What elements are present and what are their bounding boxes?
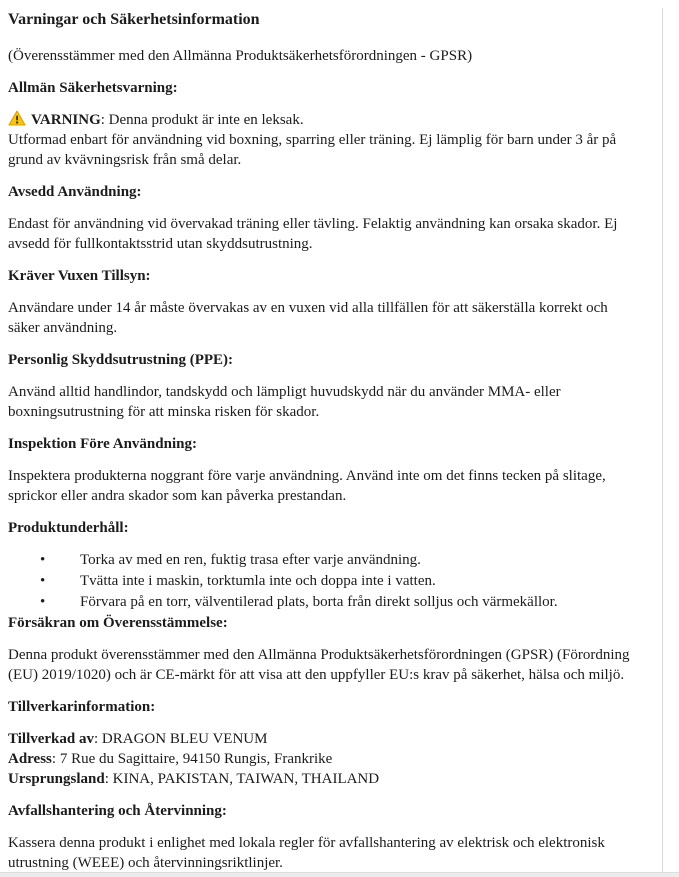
address-label: Adress <box>8 751 52 767</box>
section-heading-disposal: Avfallshantering och Återvinning: <box>8 803 227 819</box>
bullet-text: Torka av med en ren, fuktig trasa efter varje användning. <box>80 552 421 568</box>
document-content <box>8 9 632 873</box>
warning-triangle-icon <box>8 110 26 126</box>
manufacturer-address <box>8 749 632 769</box>
page-right-edge-line <box>662 8 663 873</box>
list-item <box>8 550 632 571</box>
warning-statement <box>8 110 632 130</box>
section-heading-adult-supervision: Kräver Vuxen Tillsyn: <box>8 268 151 284</box>
section-heading-maintenance: Produktunderhåll: <box>8 520 129 536</box>
bullet-icon: • <box>40 594 46 610</box>
section-heading-inspection: Inspektion Före Användning: <box>8 436 197 452</box>
disposal-body: Kassera denna produkt i enlighet med lokala regler för avfallshantering av elektrisk och elektronisk utrustning (WEEE) och återvinningsriktlinjer. <box>8 835 605 871</box>
made-by-value: : DRAGON BLEU VENUM <box>94 731 268 747</box>
section-heading-manufacturer: Tillverkarinformation: <box>8 699 156 715</box>
document-subtitle: (Överensstämmer med den Allmänna Produktsäkerhetsförordningen - GPSR) <box>8 48 473 64</box>
bullet-text: Tvätta inte i maskin, torktumla inte och doppa inte i vatten. <box>80 573 436 589</box>
section-heading-general-warning: Allmän Säkerhetsvarning: <box>8 80 178 96</box>
manufacturer-made-by <box>8 729 632 749</box>
section-heading-ppe: Personlig Skyddsutrustning (PPE): <box>8 352 234 368</box>
list-item <box>8 571 632 592</box>
address-value: : 7 Rue du Sagittaire, 94150 Rungis, Frankrike <box>51 751 333 767</box>
adult-supervision-body: Användare under 14 år måste övervakas av en vuxen vid alla tillfällen för att säkerställa korrekt och säker användning. <box>8 300 608 336</box>
bullet-icon: • <box>40 573 46 589</box>
manufacturer-info-block <box>8 729 632 789</box>
origin-value: : KINA, PAKISTAN, TAIWAN, THAILAND <box>104 771 380 787</box>
bullet-icon: • <box>40 552 46 568</box>
maintenance-bullet-list <box>8 550 632 613</box>
bullet-text: Förvara på en torr, välventilerad plats, borta från direkt solljus och värmekällor. <box>80 594 558 610</box>
section-heading-intended-use: Avsedd Användning: <box>8 184 142 200</box>
warning-label-text: : Denna produkt är inte en leksak. <box>100 112 304 128</box>
made-by-label: Tillverkad av <box>8 731 94 747</box>
ppe-body: Använd alltid handlindor, tandskydd och lämpligt huvudskydd när du använder MMA- eller boxningsutrustning för att minska risken för skador. <box>8 384 561 420</box>
warning-label: VARNING <box>31 112 101 128</box>
page-title: Varningar och Säkerhetsinformation <box>8 11 260 28</box>
list-item <box>8 592 632 613</box>
manufacturer-origin <box>8 769 632 789</box>
section-heading-conformity: Försäkran om Överensstämmelse: <box>8 615 228 631</box>
general-warning-body: Utformad enbart för användning vid boxning, sparring eller träning. Ej lämplig för barn under 3 år på grund av kvävningsrisk från små delar. <box>8 132 617 168</box>
conformity-body: Denna produkt överensstämmer med den Allmänna Produktsäkerhetsförordningen (GPSR) (Förordning (EU) 2019/1020) och är CE-märkt för att visa att den uppfyller EU:s krav på säkerhet, hälsa och miljö. <box>8 647 630 683</box>
intended-use-body: Endast för användning vid övervakad träning eller tävling. Felaktig användning kan orsaka skador. Ej avsedd för fullkontaktsstrid utan skyddsutrustning. <box>8 216 618 252</box>
origin-label: Ursprungsland <box>8 771 105 787</box>
page-bottom-edge-line <box>0 872 679 877</box>
inspection-body: Inspektera produkterna noggrant före varje användning. Använd inte om det finns tecken på slitage, sprickor eller andra skador som kan påverka prestandan. <box>8 468 606 504</box>
